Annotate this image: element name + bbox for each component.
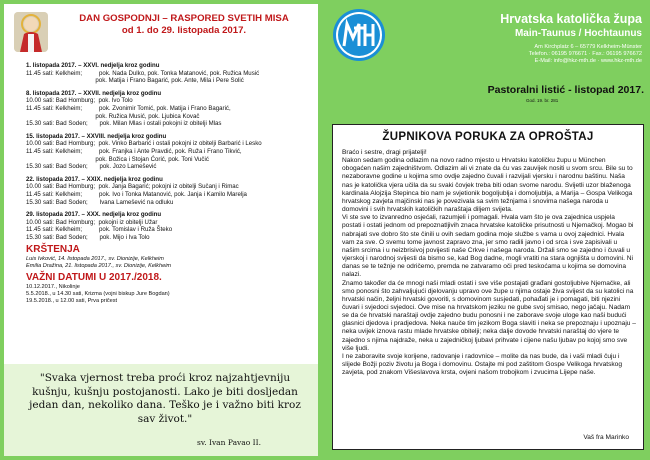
mass-schedule-header — [56, 13, 312, 37]
important-dates-heading: VAŽNI DATUMI U 2017./2018. — [26, 272, 162, 284]
parish-logo — [332, 8, 386, 62]
message-paragraph: Znamo također da će mnogi naši mladi ostati i sve više postajati građani gostoljubive Njemačke, ali smo ponosni što zahvaljujući djelovanju upravo ove župe u njima ostaje živa svijest da su katolici na hrvatski način, željni hrvatski govoriti, s domovinom susjedati, pohađati je i pomagati, biti njezini čuvari i svjedoci svjedoci. Ove mise na hrvatskom jeziku ne gube svoj smisao, nego jačaju. Nadam se da će hrvatski naraštaji ovdje zajedno budu ponosni i ne zaborave svoje uloge kao naši budući glasnici djedova i pradjedova. Neka nauče tim jezikom Boga slaviti i neka se prepoznaju i upoznaju – neka uvijek iznova rastu mlade hrvatske obitelji; neka dalje dovode hrvatski naraštaj do vjere te zajedno s njima najdraže, neka u zajedničkoj ljubavi prihvate i cijene našu ljubav po kojoj smo sve više ljudi. — [342, 279, 636, 352]
address-line: Am Kirchplatz 6 – 65779 Kelkheim-Münster — [534, 44, 642, 50]
schedule-line: 10.00 sati: Bad Homburg; pok. Vinko Barbarić i ostali pokojni iz obitelji Barbarić i Lesko — [26, 140, 262, 148]
important-date: 10.12.2017., Nikolinje — [26, 283, 80, 290]
saint-image — [14, 12, 48, 52]
email-line: E-Mail: info@hkz-mth.de · www.hkz-mth.de — [534, 58, 642, 64]
schedule-day-title: 8. listopada 2017. – XXVII. nedjelja kroz godinu — [26, 89, 162, 97]
baptism-entry: Emilia Dražina, 21. listopada 2017., sv. Dionizije, Kelkheim — [26, 263, 172, 270]
schedule-line: 15.30 sati: Bad Soden; pok. Milan Mlas i ostali pokojni iz obitelji Mlas — [26, 120, 222, 128]
schedule-day — [26, 90, 316, 128]
schedule-day-title: 15. listopada 2017. – XXVIII. nedjelja kroz godinu — [26, 132, 167, 140]
mass-schedule-title: DAN GOSPODNJI – RASPORED SVETIH MISA — [79, 13, 289, 24]
schedule-line: pok. Božica i Stojan Ćorić, pok. Toni Vučić — [26, 155, 209, 163]
schedule-day — [26, 62, 316, 85]
schedule-line: 11.45 sati: Kelkheim; pok. Nada Dulko, pok. Tonka Matanović, pok. Ružica Musić — [26, 69, 260, 77]
schedule-line: 15.30 sati: Bad Soden; pok. Mijo i Iva Tolo — [26, 233, 150, 241]
schedule-line: 15.30 sati: Bad Soden; Ivana Lamešević na odluku — [26, 198, 174, 206]
schedule-day-title: 22. listopada 2017. – XXIX. nedjelja kroz godinu — [26, 175, 163, 183]
schedule-day — [26, 211, 316, 241]
pastor-message — [332, 124, 644, 450]
important-date: 5.5.2018., u 14.30 sati, Krizma (vojni biskup Jure Bogdan) — [26, 290, 170, 297]
schedule-line: 10.00 sati: Bad Homburg; pok. Ivo Tolo — [26, 97, 133, 105]
schedule-line: pok. Ružica Musić, pok. Ljubica Kovač — [26, 112, 200, 120]
important-date: 19.5.2018., u 12.00 sati, Prva pričest — [26, 297, 118, 304]
schedule-day-title: 29. listopada 2017. – XXX. nedjelja kroz godinu — [26, 211, 162, 219]
baptism-entry: Luis Ivković, 14. listopada 2017., sv. Dionizije, Kelkheim — [26, 256, 164, 263]
bulletin-title: Pastoralni listić - listopad 2017. — [487, 84, 644, 96]
schedule-line: 10.00 sati: Bad Homburg; pokojni iz obitelji Užar — [26, 218, 158, 226]
pastor-message-body — [342, 149, 636, 377]
mass-schedule — [26, 62, 316, 305]
contact-line: Telefon.: 06195 976671 · Fax.: 06195 976672 — [528, 51, 642, 57]
schedule-day-title: 1. listopada 2017. – XXVI. nedjelja kroz godinu — [26, 62, 160, 69]
baptisms-heading: KRŠTENJA — [26, 244, 80, 256]
message-paragraph: I ne zaboravite svoje korijene, radovanje i radovnice – molite da nas bude, da i vaši mladi čuju i slijede Božji poziv životu ja Boga i domovinu. Ostajte mi pod zaštitom Gospe Velikoga hrvatskog zavjeta, pod znakom Višeslavova krsta, ovjeni našom trobojkom i zvucima Lijepe naše. — [342, 352, 623, 377]
pastor-message-title: ŽUPNIKOVA PORUKA ZA OPROŠTAJ — [382, 131, 594, 143]
message-paragraph: Nakon sedam godina odlazim na novo radno mjesto u Hrvatsku katoličku župu u München obogaćen našim zajedništvom. Odlazim ali vi znate da ću vas zauvijek nositi u svom srcu. Bile su to nezaboravne godine u kojima smo ovdje zajedno čuvali i razvijali vjersku i narodnu baštinu. Naša nas je katolička vjera učila da su svaki čovjek treba biti odan svome narodu. Svijetli uzor blaženoga kardinala Alojzija Stepinca bio nam je svjetionik bogoljublja i domoljublja, a Marija – Gospa Velikoga hrvatskog zavjeta majčinski nas je povezivala sa svim težnjama i snovima našega naroda u domovini i svih hrvatskih katoličkih naraštaja diljem svijeta. — [342, 157, 633, 214]
message-paragraph: Vi ste sve to izvanredno osjećali, razumjeli i pomagali. Hvala vam što je ova zajednica uspjela postati i ostati jednom od prepoznatljivih znaca hrvatske katoličke prisutnosti u Njemačkoj. Mogao bi nabrajati sve dobro što ste činili u ovih sedam godina moje službe s vama u ovoj zajednici. Hvala vam za sve. O svemu tome javnost zapravo zna, jer smo radili javno i od srca i sve zapisivali u našim srcima i u neizbrisivoj povijesti naše Crkve i našega naroda. Držali smo se zajedno i čuvali u vjerskoj i narodnoj svijesti da bismo se, kad Bog dadne, mogli vratiti na stara ognjišta u domovini. Ni danas se te težnje ne odričemo, premda ne zatvaramo oči pred teskoćama u kojima se domovina nalazi. — [342, 214, 634, 279]
parish-subtitle: Main-Taunus / Hochtaunus — [514, 28, 642, 39]
quote-author: sv. Ivan Pavao II. — [197, 438, 261, 447]
schedule-line: 11.45 sati: Kelkheim; pok. Franjka i Ante Pravdić, pok. Ruža i Frano Tikvić, — [26, 147, 242, 155]
schedule-day — [26, 176, 316, 206]
schedule-day — [26, 133, 316, 171]
schedule-line: pok. Matija i Frano Bagarić, pok. Ante, Mila i Pere Solić — [26, 77, 244, 85]
schedule-line: 11.45 sati: Kelkheim; pok. Tomislav i Ruža Šteko — [26, 226, 173, 234]
schedule-line: 15.30 sati: Bad Soden; pok. Jozo Lamešević — [26, 163, 157, 171]
schedule-line: 11.45 sati: Kelkheim; pok. Zvonimir Tomić, pok. Matija i Frano Bagarić, — [26, 104, 231, 112]
message-signature: Vaš fra Marinko — [583, 434, 629, 441]
quote-box — [4, 364, 318, 456]
mass-schedule-dates: od 1. do 29. listopada 2017. — [121, 25, 247, 36]
parish-address — [410, 44, 642, 65]
schedule-line: 11.45 sati: Kelkheim; pok. Ivo i Tonka Matanović, pok. Janja i Kamilo Marelja — [26, 190, 247, 198]
message-paragraph: Braćo i sestre, dragi prijatelji! — [342, 149, 427, 156]
schedule-line: 10.00 sati: Bad Homburg; pok. Janja Bagarić; pokojni iz obitelji Sučanj i Rimac — [26, 183, 239, 191]
quote-text: "Svaka vjernost treba proći kroz najzahtjevniju kušnju, kušnju postojanosti. Lako je biti dosljedan jedan dan, nekoliko dana. Teško je i važno biti kroz sav život." — [29, 372, 301, 425]
issue-number: God. 19. br. 281 — [526, 98, 559, 103]
parish-title: Hrvatska katolička župa — [500, 12, 642, 26]
